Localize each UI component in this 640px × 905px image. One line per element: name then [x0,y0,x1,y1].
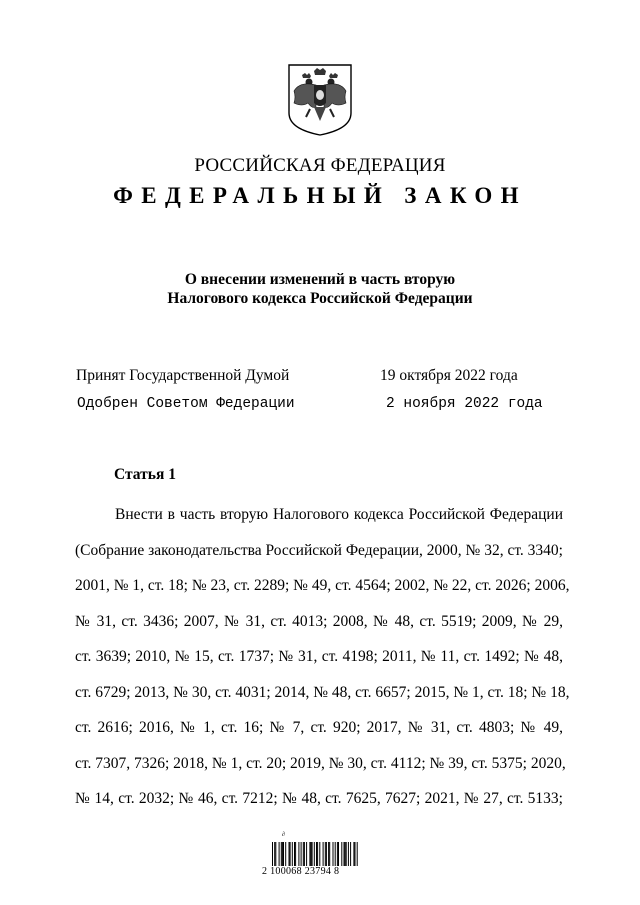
article-line: № 14, ст. 2032; № 46, ст. 7212; № 48, ст. 7625, 7627; 2021, № 27, ст. 5133; [75,790,563,807]
document-type: ФЕДЕРАЛЬНЫЙ ЗАКОН [113,183,527,208]
article-body [75,504,570,824]
duma-adoption-date: 19 октября 2022 года [380,367,518,384]
coat-of-arms-icon [286,63,354,137]
law-title-line-1: О внесении изменений в часть вторую [184,271,456,288]
barcode-number: 2 100068 23794 8 [262,866,340,877]
svg-text:∂: ∂ [282,832,285,838]
article-line: ст. 6729; 2013, № 30, ст. 4031; 2014, № 48, ст. 6657; 2015, № 1, ст. 18; № 18, [75,683,570,701]
article-heading: Статья 1 [114,466,176,483]
article-line: ст. 2616; 2016, № 1, ст. 16; № 7, ст. 920; 2017, № 31, ст. 4803; № 49, [75,719,563,736]
article-line: ст. 7307, 7326; 2018, № 1, ст. 20; 2019, № 30, ст. 4112; № 39, ст. 5375; 2020, [75,754,566,772]
duma-adoption-label: Принят Государственной Думой [76,367,290,384]
article-line: Внести в часть вторую Налогового кодекса Российской Федерации [115,506,563,523]
law-title [0,270,640,308]
country-name: РОССИЙСКАЯ ФЕДЕРАЦИЯ [194,155,446,176]
article-line: 2001, № 1, ст. 18; № 23, ст. 2289; № 49, ст. 4564; 2002, № 22, ст. 2026; 2006, [75,577,570,594]
council-approval-label: Одобрен Советом Федерации [77,396,295,412]
article-line: ст. 3639; 2010, № 15, ст. 1737; № 31, ст. 4198; 2011, № 11, ст. 1492; № 48, [75,648,563,665]
law-title-line-2: Налогового кодекса Российской Федерации [167,290,473,307]
article-line: (Собрание законодательства Российской Федерации, 2000, № 32, ст. 3340; [75,541,563,559]
council-approval-date: 2 ноября 2022 года [386,396,543,412]
article-line: № 31, ст. 3436; 2007, № 31, ст. 4013; 2008, № 48, ст. 5519; 2009, № 29, [75,612,563,630]
